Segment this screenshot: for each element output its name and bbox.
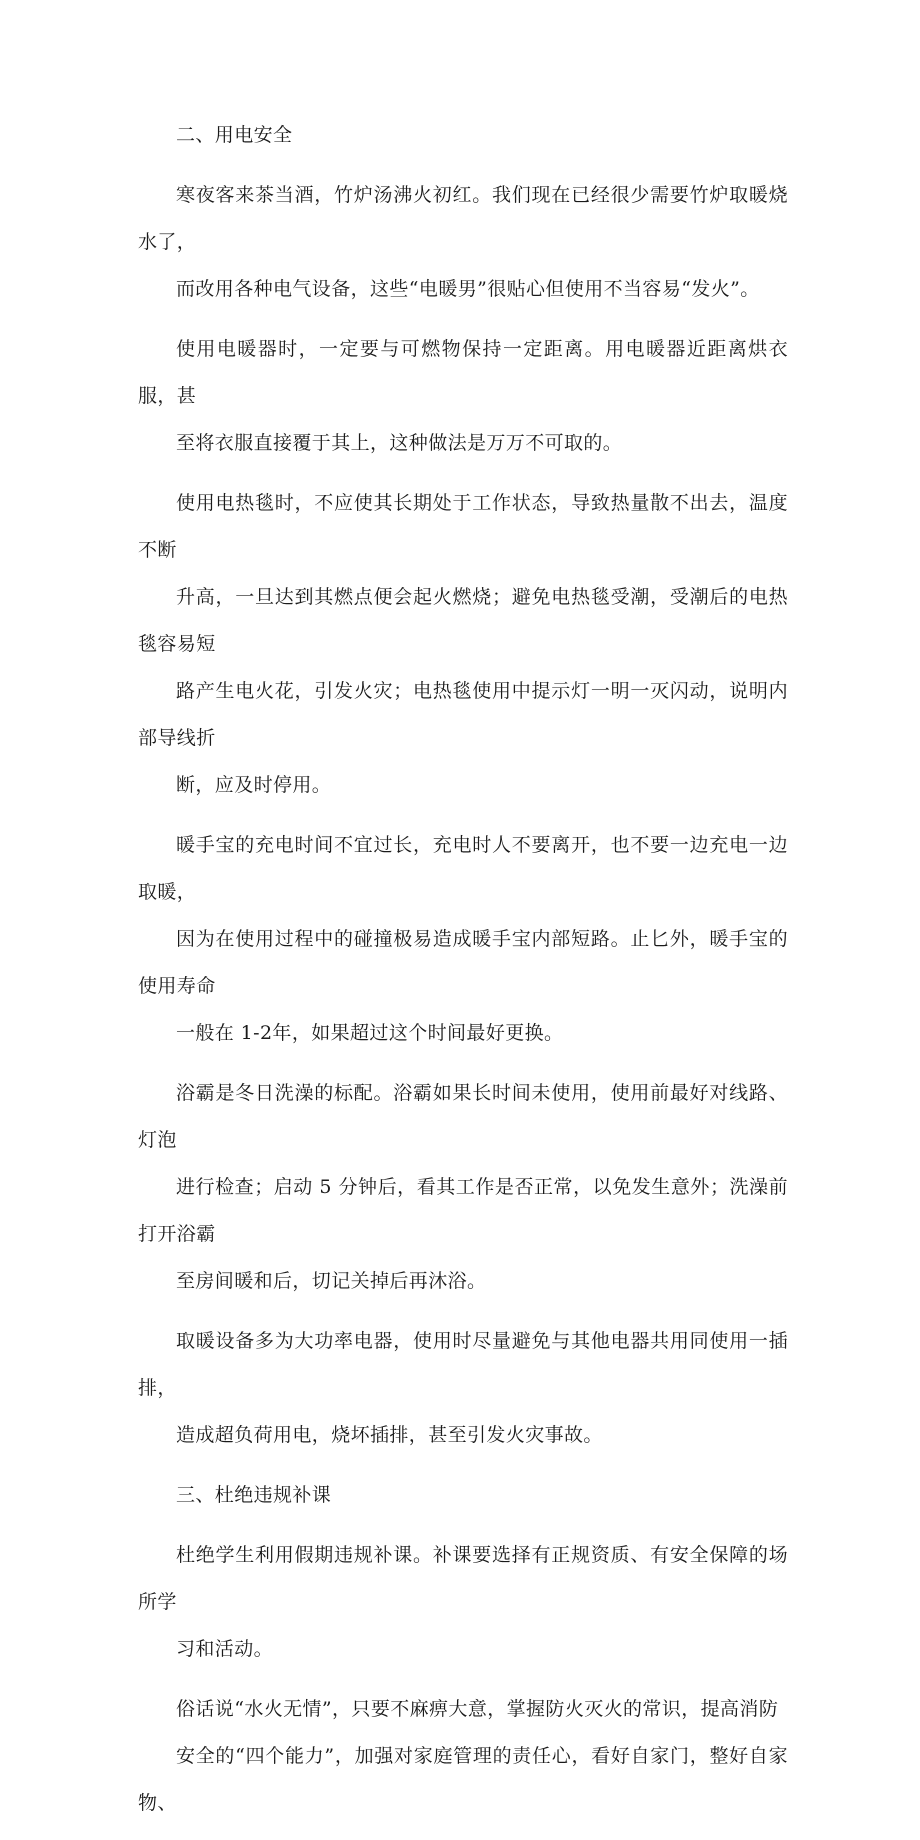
paragraph-heater bbox=[138, 326, 788, 467]
paragraph-line: 一般在 1-2年，如果超过这个时间最好更换。 bbox=[176, 1022, 564, 1044]
document-body bbox=[138, 112, 788, 1840]
paragraph-line: 因为在使用过程中的碰撞极易造成暖手宝内部短路。止匕外，暖手宝的使用寿命 bbox=[138, 928, 788, 997]
paragraph-intro bbox=[138, 172, 788, 313]
paragraph-line: 路产生电火花，引发火灾；电热毯使用中提示灯一明一灭闪动，说明内部导线折 bbox=[138, 680, 788, 749]
paragraph-line: 至将衣服直接覆于其上，这种做法是万万不可取的。 bbox=[176, 432, 623, 454]
paragraph-line: 造成超负荷用电，烧坏插排，甚至引发火灾事故。 bbox=[176, 1424, 603, 1446]
paragraph-hand-warmer bbox=[138, 822, 788, 1057]
paragraph-tutoring bbox=[138, 1532, 788, 1673]
paragraph-line: 使用电暖器时，一定要与可燃物保持一定距离。用电暖器近距离烘衣服，甚 bbox=[138, 338, 788, 407]
paragraph-line: 杜绝学生利用假期违规补课。补课要选择有正规资质、有安全保障的场所学 bbox=[138, 1544, 788, 1613]
paragraph-electric-blanket bbox=[138, 480, 788, 809]
paragraph-closing bbox=[138, 1686, 788, 1827]
paragraph-line: 使用电热毯时，不应使其长期处于工作状态，导致热量散不出去，温度不断 bbox=[138, 492, 788, 561]
paragraph-line: 暖手宝的充电时间不宜过长，充电时人不要离开，也不要一边充电一边取暖， bbox=[138, 834, 788, 903]
paragraph-line: 取暖设备多为大功率电器，使用时尽量避免与其他电器共用同使用一插排， bbox=[138, 1330, 788, 1399]
paragraph-line: 断，应及时停用。 bbox=[176, 774, 332, 796]
paragraph-line: 浴霸是冬日洗澡的标配。浴霸如果长时间未使用，使用前最好对线路、灯泡 bbox=[138, 1082, 788, 1151]
paragraph-line: 习和活动。 bbox=[176, 1638, 274, 1660]
paragraph-line: 升高，一旦达到其燃点便会起火燃烧；避免电热毯受潮，受潮后的电热毯容易短 bbox=[138, 586, 788, 655]
paragraph-power-strip bbox=[138, 1318, 788, 1459]
paragraph-line: 寒夜客来茶当酒，竹炉汤沸火初红。我们现在已经很少需要竹炉取暖烧水了， bbox=[138, 184, 788, 253]
paragraph-line: 安全的“四个能力”，加强对家庭管理的责任心，看好自家门，整好自家物、 bbox=[138, 1745, 788, 1814]
paragraph-bath-heater bbox=[138, 1070, 788, 1305]
paragraph-line: 至房间暖和后，切记关掉后再沐浴。 bbox=[176, 1270, 487, 1292]
section-heading-electric-safety: 二、用电安全 bbox=[176, 124, 293, 146]
paragraph-line: 而改用各种电气设备，这些“电暖男”很贴心但使用不当容易“发火”。 bbox=[176, 278, 760, 300]
section-heading-tutoring: 三、杜绝违规补课 bbox=[176, 1484, 332, 1506]
paragraph-line: 进行检查；启动 5 分钟后，看其工作是否正常，以免发生意外；洗澡前打开浴霸 bbox=[138, 1176, 788, 1245]
paragraph-line: 俗话说“水火无情”，只要不麻痹大意，掌握防火灭火的常识，提高消防 bbox=[176, 1698, 779, 1720]
